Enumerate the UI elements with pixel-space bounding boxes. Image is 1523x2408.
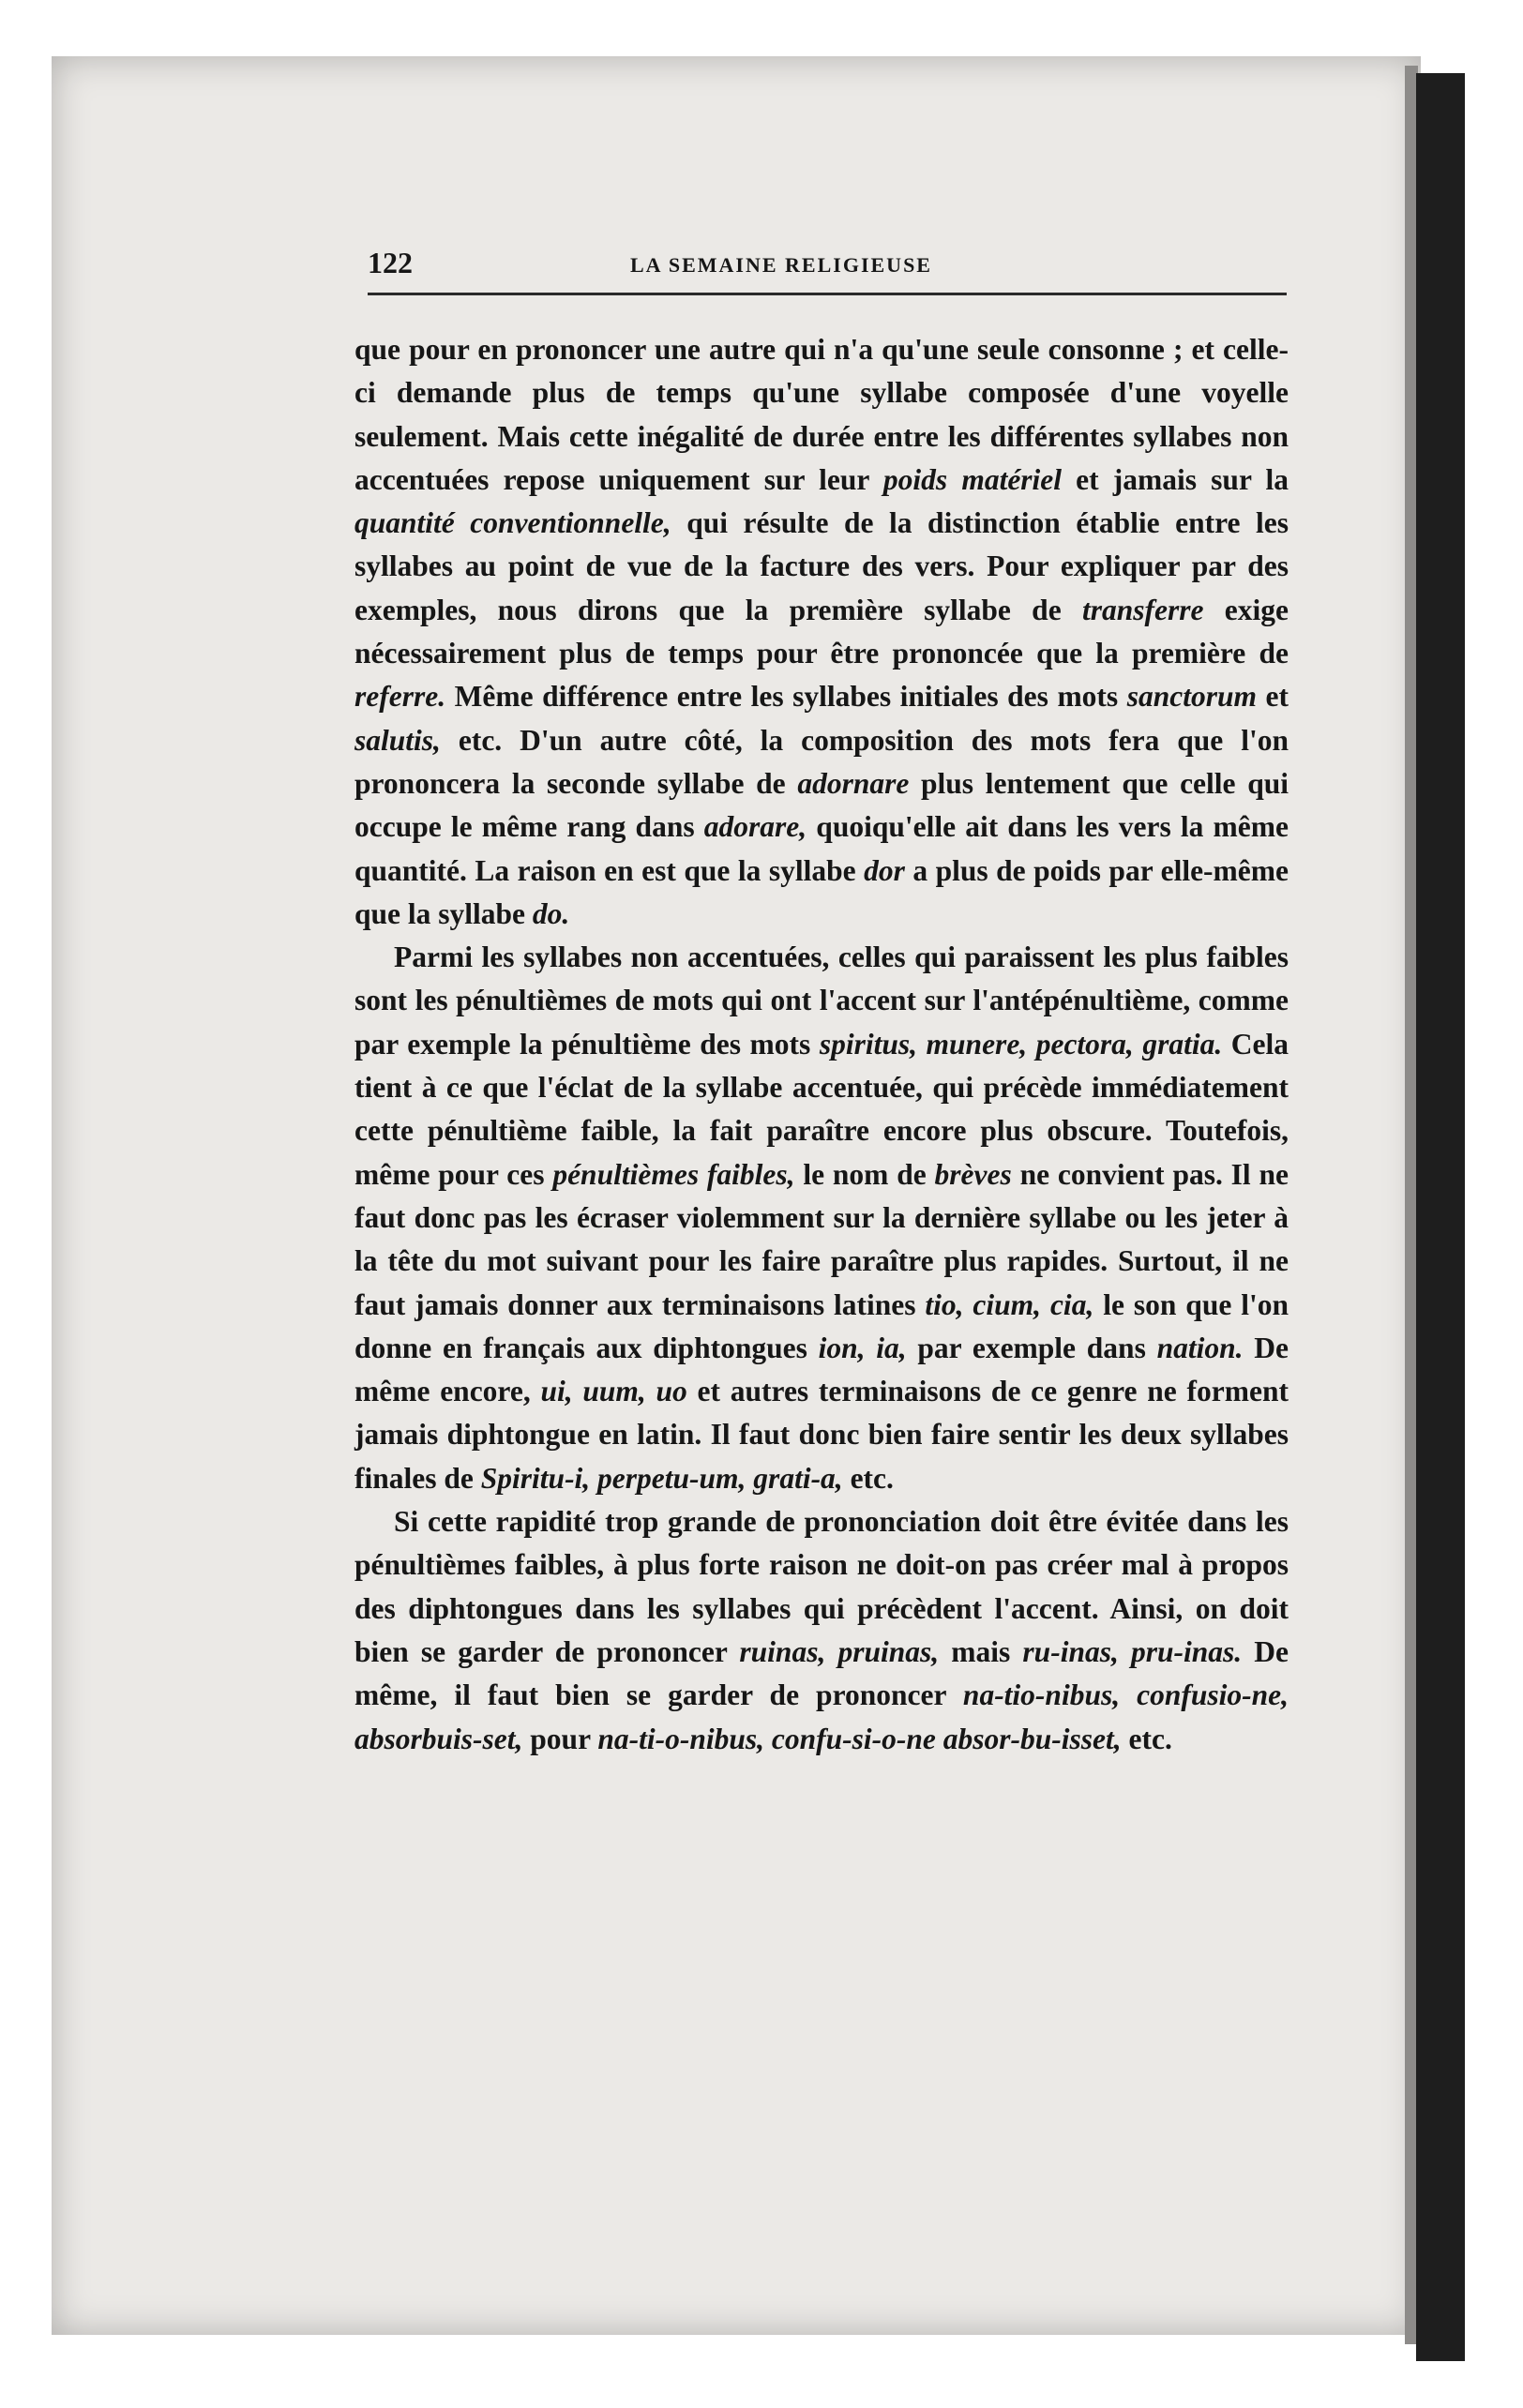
italic-segment: tio, cium, cia, [925, 1287, 1094, 1321]
text-segment: De même, il faut bien se garder de prononcer [354, 1634, 1289, 1712]
text-segment: le son que l'on donne en français aux diphtongues [354, 1287, 1289, 1364]
italic-segment: dor [864, 853, 905, 887]
text-segment: plus lentement que celle qui occupe le même rang dans [354, 766, 1289, 844]
italic-segment: ui, uum, uo [540, 1375, 687, 1408]
text-segment: le nom de [794, 1157, 935, 1191]
italic-segment: ion, ia, [818, 1331, 907, 1364]
text-segment: Parmi les syllabes non accentuées, celles qui paraissent les plus faibles sont les pénultièmes de mots qui ont l'accent sur l'antépénultième, comme par exemple la pénultième des mots [354, 941, 1289, 1061]
italic-segment: spiritus, munere, pectora, gratia. [819, 1027, 1223, 1061]
italic-segment: poids matériel [882, 462, 1063, 496]
text-segment: pour [522, 1722, 598, 1755]
italic-segment: referre. [354, 680, 446, 714]
text-segment: etc. [1121, 1722, 1172, 1755]
text-segment: Si cette rapidité trop grande de prononciation doit être évitée dans les pénultièmes faibles, à plus forte raison ne doit-on pas créer mal à propos des diphtongues dans les syllabes qui précèdent l'accent. Ainsi, on doit bien se garder de prononcer [354, 1505, 1289, 1668]
italic-segment: na-ti-o-nibus, confu-si-o-ne absor-bu-isset, [597, 1722, 1122, 1755]
text-segment: et [1257, 680, 1289, 714]
text-segment: ne convient pas. Il ne faut donc pas les écraser violemment sur la dernière syllabe ou les jeter à la tête du mot suivant pour les faire paraître plus rapides. Surtout, il ne faut jamais donner aux terminaisons latines [354, 1157, 1289, 1321]
body-text [354, 328, 1289, 1761]
text-segment: quoiqu'elle ait dans les vers la même quantité. La raison en est que la syllabe [354, 810, 1289, 887]
italic-segment: nation. [1156, 1331, 1244, 1364]
text-segment: et autres terminaisons de ce genre ne forment jamais diphtongue en latin. Il faut donc bien faire sentir les deux syllabes finales de [354, 1375, 1289, 1495]
text-segment: a plus de poids par elle-même que la syllabe [354, 853, 1289, 930]
text-segment: mais [939, 1634, 1023, 1668]
italic-segment: transferre [1081, 593, 1204, 626]
paragraph-2 [354, 936, 1289, 1500]
text-segment: qui résulte de la distinction établie entre les syllabes au point de vue de la facture des vers. Pour expliquer par des exemples, nous dirons que la première syllabe de [354, 506, 1289, 626]
italic-segment: Spiritu-i, perpetu-um, grati-a, [480, 1461, 843, 1495]
italic-segment: ruinas, pruinas, [739, 1634, 940, 1668]
text-segment: Cela tient à ce que l'éclat de la syllabe accentuée, qui précède immédiatement cette pénultième faible, la fait paraître encore plus obscure. Toutefois, même pour ces [354, 1027, 1289, 1191]
italic-segment: adornare [797, 766, 910, 800]
text-segment: Même différence entre les syllabes initiales des mots [445, 680, 1127, 714]
italic-segment: do. [532, 896, 570, 930]
page-header [368, 246, 1287, 295]
page-number: 122 [368, 246, 413, 279]
italic-segment: na-tio-nibus, confusio-ne, absorbuis-set, [354, 1678, 1289, 1755]
italic-segment: adorare, [703, 810, 807, 844]
italic-segment: brèves [934, 1157, 1012, 1191]
running-title: LA SEMAINE RELIGIEUSE [630, 253, 932, 277]
paragraph-3 [354, 1500, 1289, 1761]
italic-segment: sanctorum [1126, 680, 1257, 714]
italic-segment: quantité conventionnelle, [354, 506, 671, 540]
text-segment: etc. [842, 1461, 894, 1495]
italic-segment: salutis, [354, 723, 441, 757]
text-segment: exige nécessairement plus de temps pour être prononcée que la première de [354, 593, 1289, 670]
italic-segment: pénultièmes faibles, [552, 1157, 795, 1191]
text-segment: que pour en prononcer une autre qui n'a qu'une seule consonne ; et celle-ci demande plus de temps qu'une syllabe composée d'une voyelle seulement. Mais cette inégalité de durée entre les différentes syllabes non accentuées repose uniquement sur leur [354, 333, 1289, 496]
text-segment: etc. D'un autre côté, la composition des mots fera que l'on prononcera la seconde syllabe de [354, 723, 1289, 800]
text-segment: par exemple dans [906, 1331, 1157, 1364]
italic-segment: ru-inas, pru-inas. [1022, 1634, 1243, 1668]
text-segment: De même encore, [354, 1331, 1289, 1408]
text-segment: et jamais sur la [1062, 462, 1289, 496]
scan-border [1416, 73, 1465, 2361]
paragraph-1 [354, 328, 1289, 936]
